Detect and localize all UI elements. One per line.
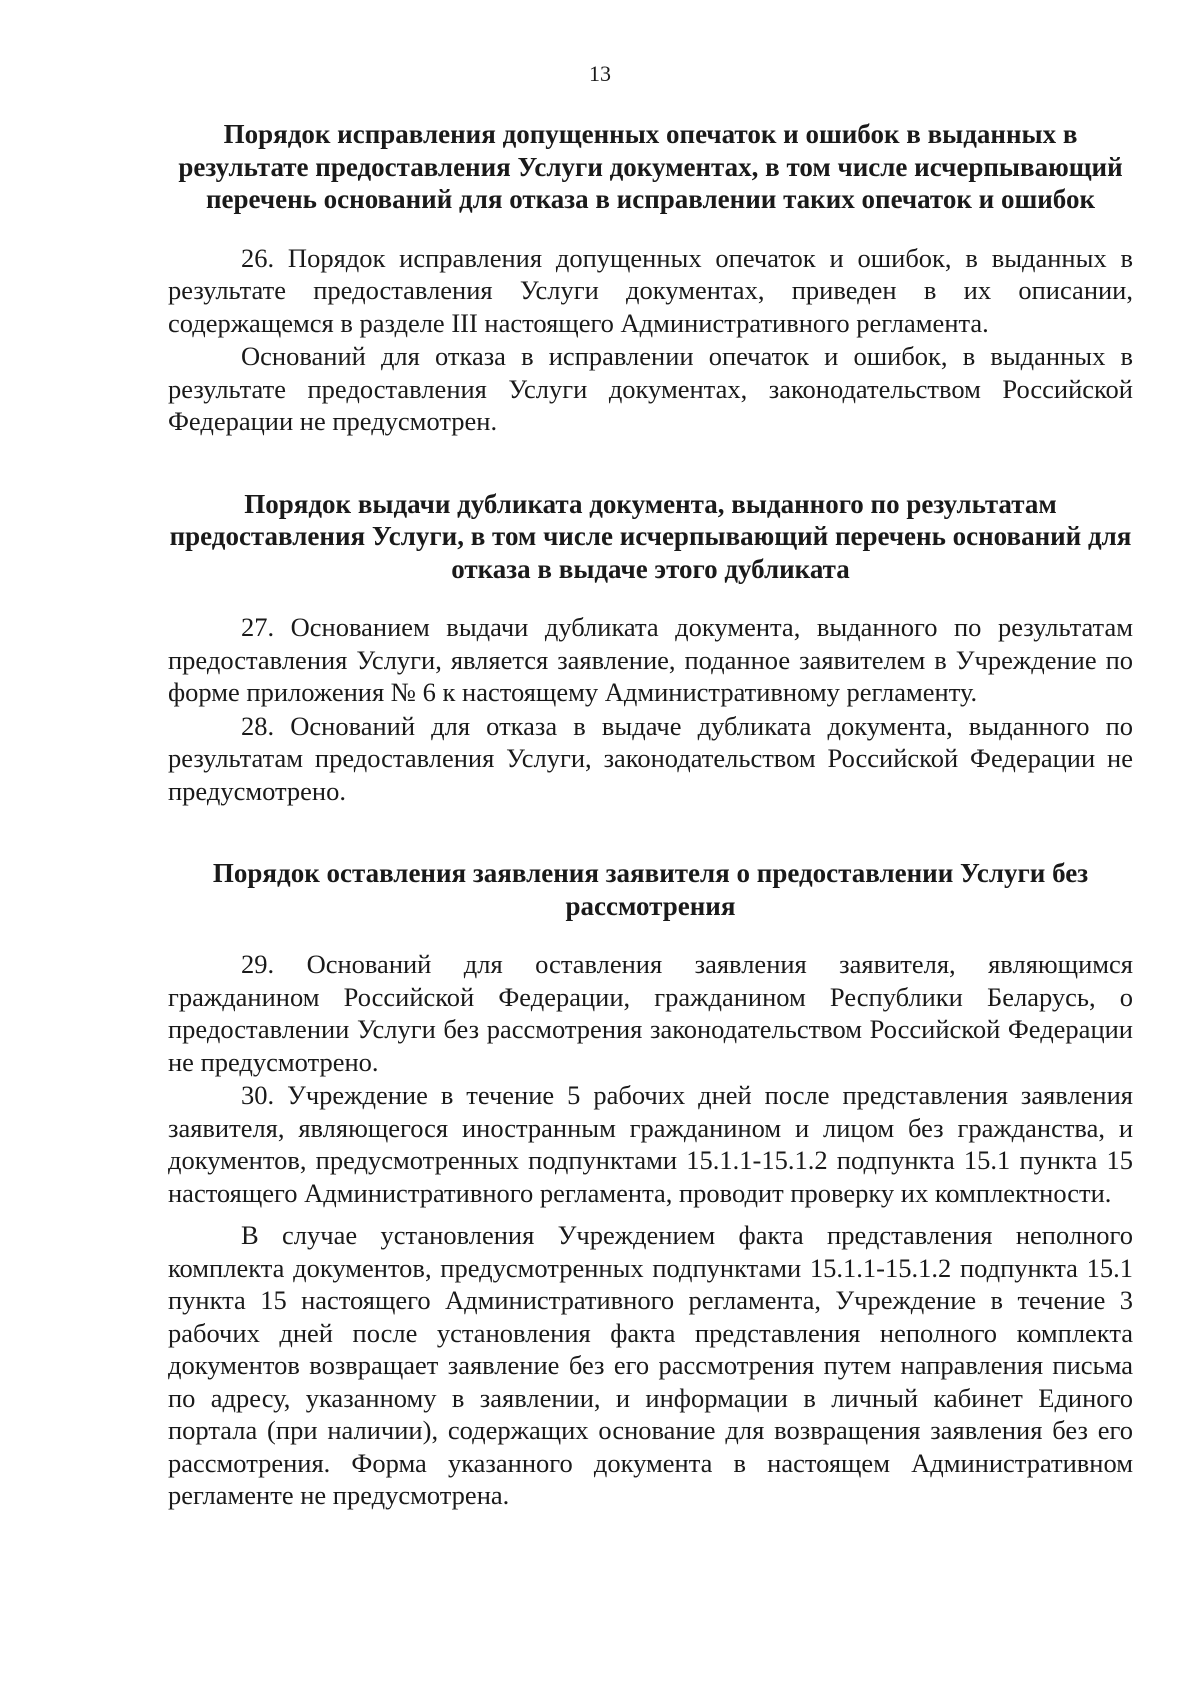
section-heading-without-review: Порядок оставления заявления заявителя о предоставлении Услуги без рассмотрения [212,858,1089,921]
paragraph-26: 26. Порядок исправления допущенных опечаток и ошибок, в выданных в результате предоставления Услуги документах, приведен в их описании, содержащемся в разделе III настоящего Административного регламента. [168,242,1133,338]
page-number: 13 [589,61,611,86]
section-heading-duplicate: Порядок выдачи дубликата документа, выданного по результатам предоставления Услуги, в том числе исчерпывающий перечень оснований для отказа в выдаче этого дубликата [169,488,1132,584]
section-heading-corrections: Порядок исправления допущенных опечаток и ошибок в выданных в результате предоставления Услуги документах, в том числе исчерпывающий перечень оснований для отказа в исправлении таких опечаток и ошибок [178,119,1123,214]
page-content [168,118,1133,1512]
paragraph-29: 29. Оснований для оставления заявления заявителя, являющимся гражданином Российской Федерации, гражданином Республики Беларусь, о предоставлении Услуги без рассмотрения законодательством Российской Федерации не предусмотрено. [168,949,1133,1077]
paragraph-27: 27. Основанием выдачи дубликата документа, выданного по результатам предоставления Услуги, является заявление, поданное заявителем в Учреждение по форме приложения № 6 к настоящему Административному регламенту. [168,612,1133,707]
paragraph-26-refusal: Оснований для отказа в исправлении опечаток и ошибок, в выданных в результате предоставления Услуги документах, законодательством Российской Федерации не предусмотрен. [168,341,1133,436]
paragraph-30: 30. Учреждение в течение 5 рабочих дней после представления заявления заявителя, являющегося иностранным гражданином и лицом без гражданства, и документов, предусмотренных подпунктами 15.1.1-15.1.2 подпункта 15.1 пункта 15 настоящего Административного регламента, проводит проверку их комплектности. [168,1080,1133,1208]
paragraph-28: 28. Оснований для отказа в выдаче дубликата документа, выданного по результатам предоставления Услуги, законодательством Российской Федерации не предусмотрено. [168,710,1133,806]
paragraph-30-return-case: В случае установления Учреждением факта представления неполного комплекта документов, предусмотренных подпунктами 15.1.1-15.1.2 подпункта 15.1 пункта 15 настоящего Административного регламента, Учреждение в течение 3 рабочих дней после установления факта представления неполного комплекта документов возвращает заявление без его рассмотрения путем направления письма по адресу, указанному в заявлении, и информации в личный кабинет Единого портала (при наличии), содержащих основание для возвращения заявления без его рассмотрения. Форма указанного документа в настоящем Административном регламенте не предусмотрена. [168,1220,1133,1510]
